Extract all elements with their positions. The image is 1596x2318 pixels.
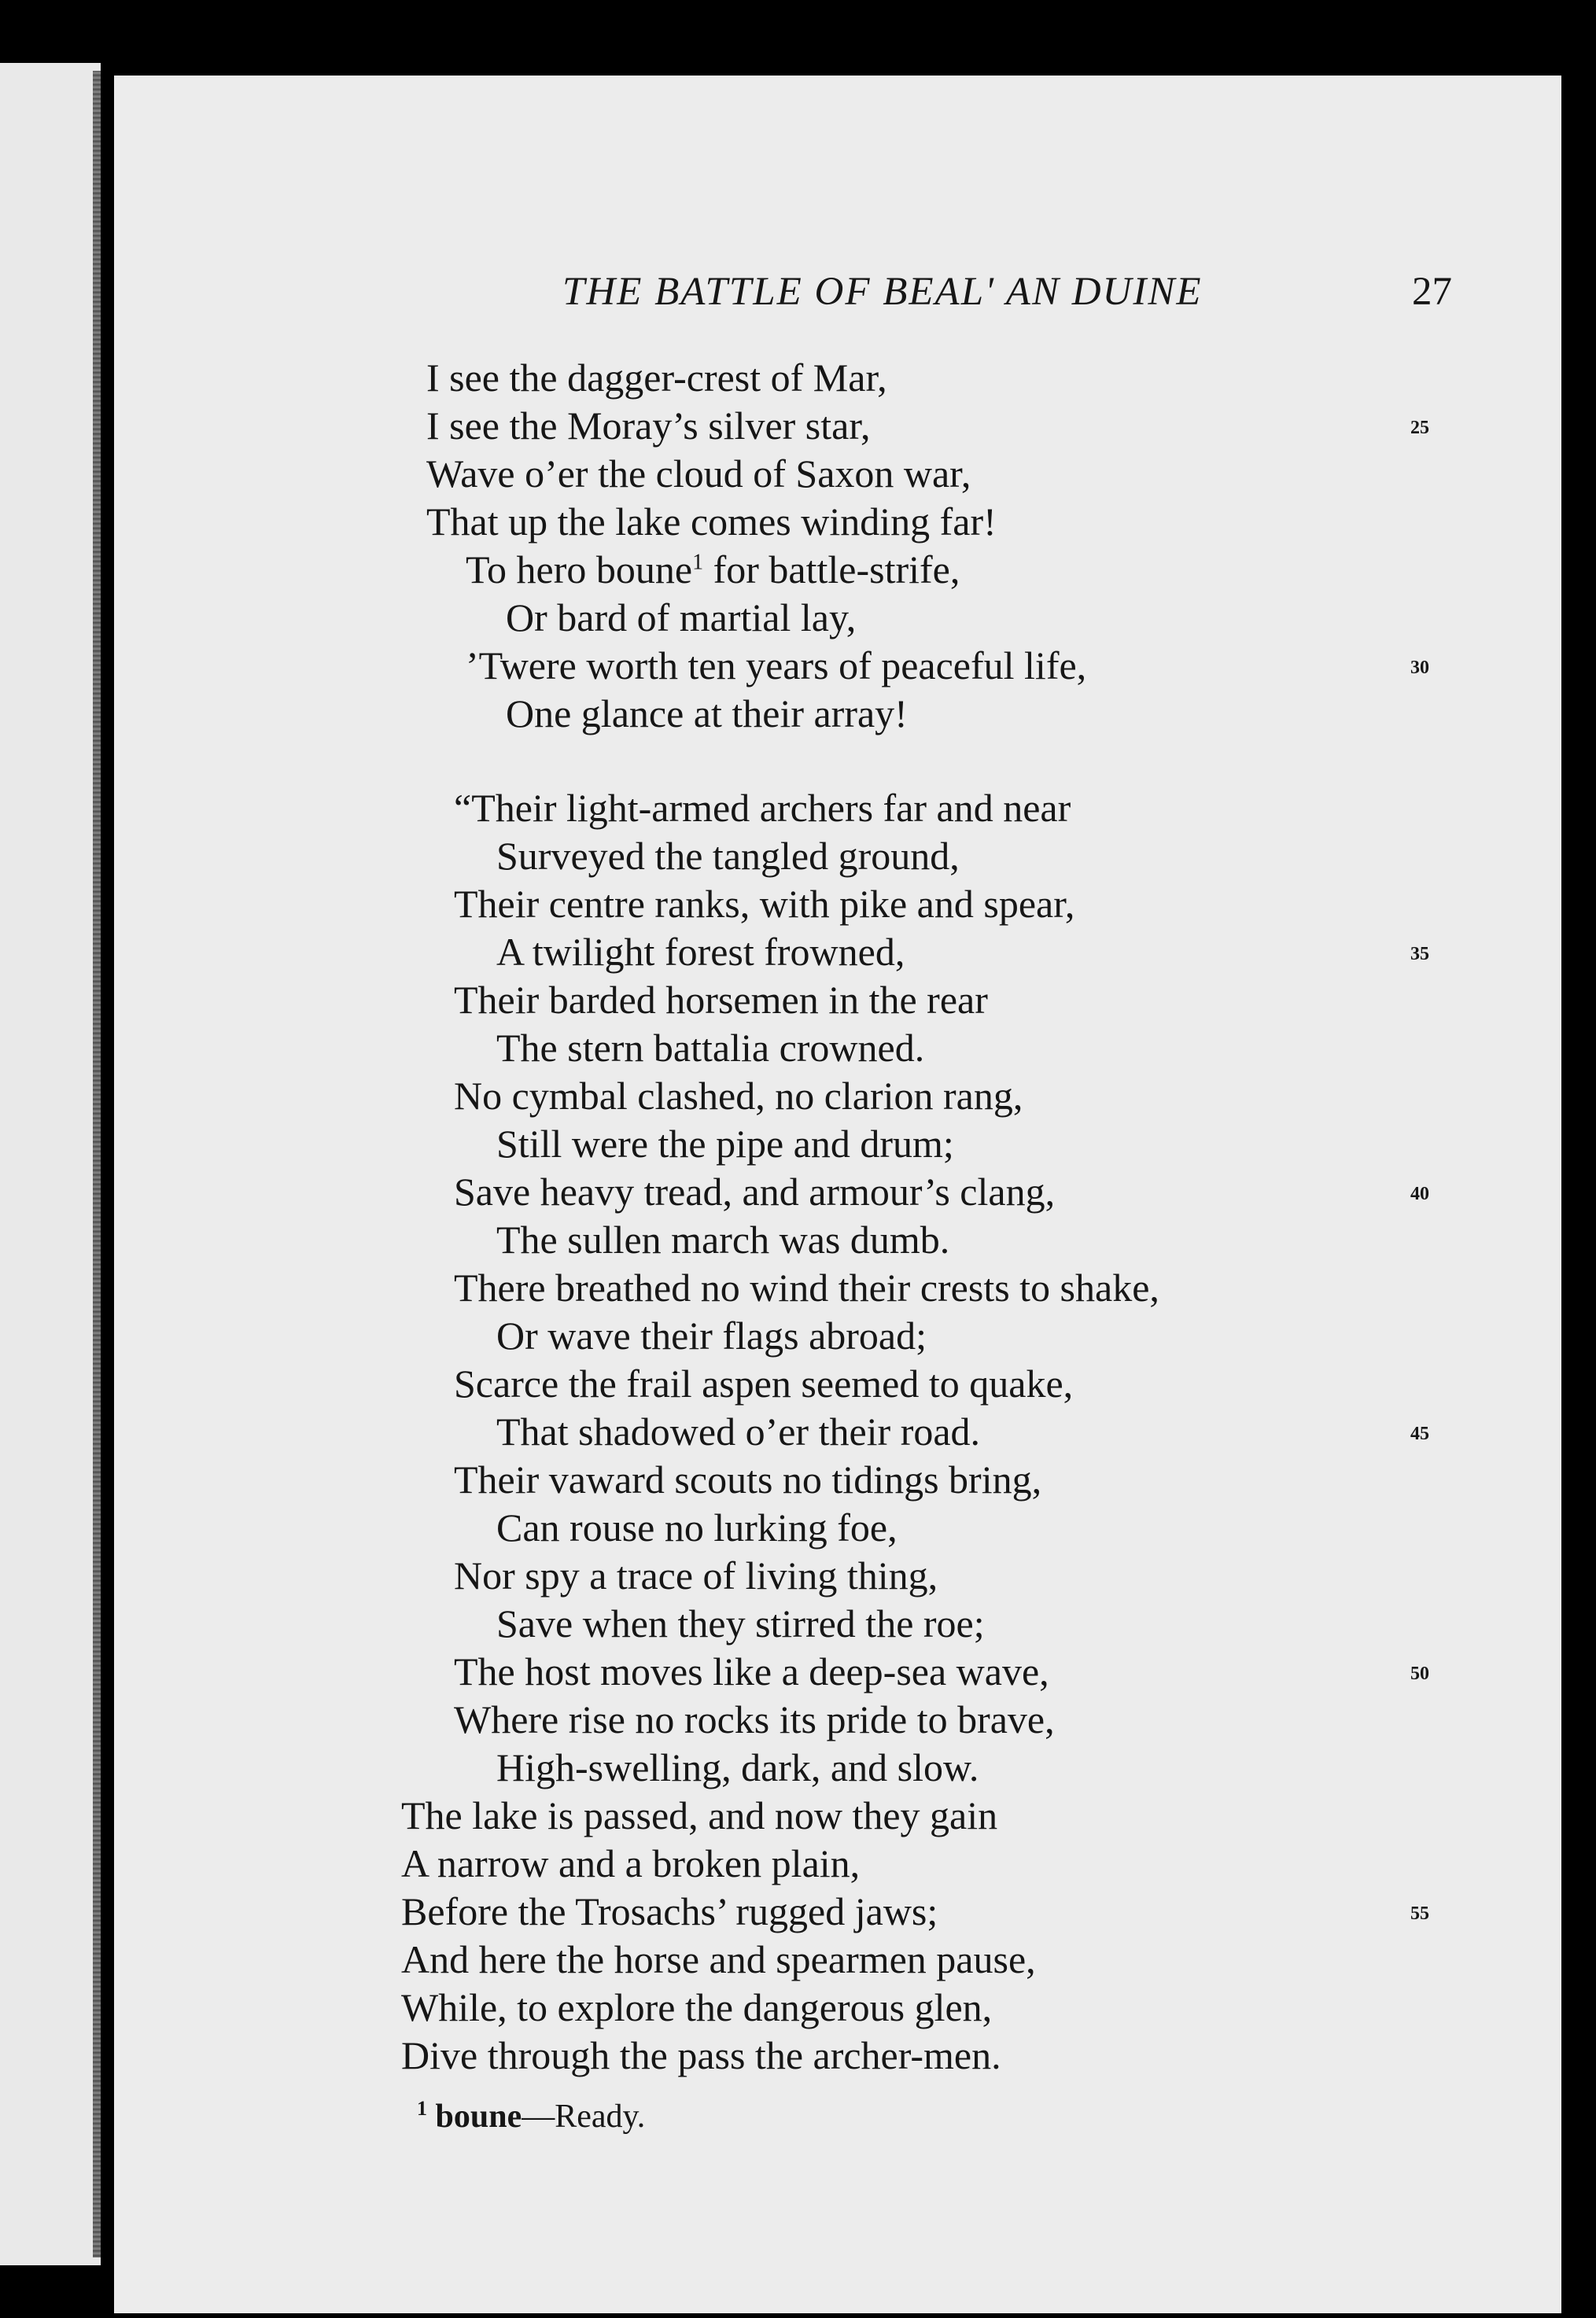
line-number: 40: [1410, 1184, 1429, 1204]
footnote-word: boune: [435, 2099, 522, 2135]
poem-line: That shadowed o’er their road.: [496, 1410, 981, 1454]
book-page: [114, 76, 1561, 2313]
footnote-mark: 1: [417, 2097, 427, 2120]
poem-line: Scarce the frail aspen seemed to quake,: [454, 1362, 1074, 1406]
poem-line: That up the lake comes winding far!: [426, 499, 997, 544]
poem-line: ’Twere worth ten years of peaceful life,: [466, 643, 1087, 687]
binding-shadow: [93, 71, 101, 2257]
poem-line: The host moves like a deep-sea wave,: [454, 1649, 1049, 1693]
footnote-definition: —Ready.: [522, 2099, 646, 2135]
poem-line: Can rouse no lurking foe,: [496, 1505, 898, 1550]
footnote: [417, 2089, 645, 2136]
poem-line: Their centre ranks, with pike and spear,: [454, 882, 1075, 926]
poem-line: Before the Trosachs’ rugged jaws;: [401, 1889, 938, 1933]
poem-line: [466, 547, 960, 591]
previous-page-edge: [0, 63, 101, 2265]
poem-line: I see the Moray’s silver star,: [426, 404, 871, 448]
line-number: 55: [1410, 1903, 1429, 1924]
line-number: 35: [1410, 944, 1429, 964]
running-title: THE BATTLE OF BEAL' AN DUINE: [562, 270, 1203, 314]
poem-line: Where rise no rocks its pride to brave,: [454, 1697, 1055, 1741]
poem-line-text: To hero boune: [466, 547, 693, 591]
poem-line: There breathed no wind their crests to shake,: [454, 1266, 1159, 1310]
poem-line: The stern battalia crowned.: [496, 1026, 925, 1070]
poem-line: High-swelling, dark, and slow.: [496, 1745, 979, 1789]
poem-line: Save heavy tread, and armour’s clang,: [454, 1170, 1056, 1214]
poem-line: Or bard of martial lay,: [506, 595, 857, 639]
poem-line: And here the horse and spearmen pause,: [401, 1937, 1036, 1981]
line-number: 25: [1410, 418, 1429, 438]
footnote-reference: 1: [692, 550, 704, 575]
poem-line: Still were the pipe and drum;: [496, 1122, 954, 1166]
poem-line: The lake is passed, and now they gain: [401, 1793, 998, 1837]
poem-line: “Their light-armed archers far and near: [454, 786, 1071, 830]
poem-line: One glance at their array!: [506, 691, 908, 735]
poem-line: I see the dagger-crest of Mar,: [426, 356, 887, 400]
poem-line: No cymbal clashed, no clarion rang,: [454, 1074, 1023, 1118]
poem-line: Their barded horsemen in the rear: [454, 978, 988, 1022]
page-number: 27: [1412, 270, 1452, 314]
line-number: 30: [1410, 658, 1429, 678]
poem-line: Their vaward scouts no tidings bring,: [454, 1458, 1042, 1502]
poem-line: A twilight forest frowned,: [496, 930, 905, 974]
poem-line: Nor spy a trace of living thing,: [454, 1553, 938, 1598]
poem-line: A narrow and a broken plain,: [401, 1841, 861, 1885]
line-number: 45: [1410, 1424, 1429, 1444]
poem-line: Dive through the pass the archer-men.: [401, 2033, 1001, 2077]
poem-line: Save when they stirred the roe;: [496, 1601, 985, 1645]
poem-line: Surveyed the tangled ground,: [496, 834, 960, 878]
poem-line: Wave o’er the cloud of Saxon war,: [426, 451, 971, 496]
line-number: 50: [1410, 1664, 1429, 1684]
poem-line-text: for battle-strife,: [703, 547, 960, 591]
poem-line: While, to explore the dangerous glen,: [401, 1985, 993, 2029]
poem-line: The sullen march was dumb.: [496, 1218, 950, 1262]
poem-line: Or wave their flags abroad;: [496, 1314, 927, 1358]
